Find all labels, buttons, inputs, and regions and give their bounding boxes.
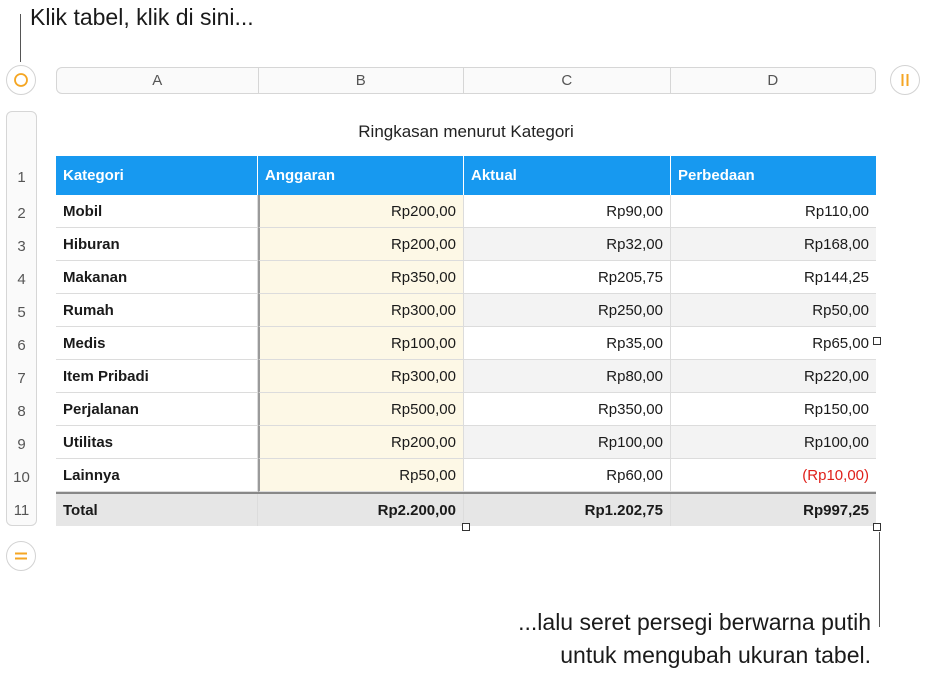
equal-bars-icon bbox=[13, 549, 29, 563]
column-header-bar bbox=[56, 67, 876, 94]
table-cell[interactable]: Mobil bbox=[56, 195, 258, 228]
callout-pointer-line bbox=[879, 532, 880, 627]
pause-bars-icon bbox=[898, 72, 912, 88]
row-header-3[interactable]: 3 bbox=[17, 238, 26, 255]
table-cell[interactable]: Rp220,00 bbox=[671, 360, 876, 393]
header-cell-perbedaan[interactable]: Perbedaan bbox=[671, 156, 876, 195]
table-cell[interactable]: Makanan bbox=[56, 261, 258, 294]
table-cell[interactable]: Rp168,00 bbox=[671, 228, 876, 261]
table-row bbox=[56, 360, 876, 393]
table-cell[interactable]: Medis bbox=[56, 327, 258, 360]
table-footer-row bbox=[56, 492, 876, 526]
table-cell[interactable]: Rp144,25 bbox=[671, 261, 876, 294]
table-cell[interactable]: Rp60,00 bbox=[464, 459, 671, 492]
table-cell[interactable]: Rp90,00 bbox=[464, 195, 671, 228]
callout-pointer-line bbox=[20, 14, 21, 62]
table-row bbox=[56, 261, 876, 294]
table-cell[interactable]: Rp65,00 bbox=[671, 327, 876, 360]
table-cell[interactable]: Rp300,00 bbox=[258, 294, 464, 327]
row-header-1[interactable]: 1 bbox=[17, 169, 26, 186]
table-cell[interactable]: Rp350,00 bbox=[258, 261, 464, 294]
table-cell[interactable]: Rp100,00 bbox=[258, 327, 464, 360]
table-row bbox=[56, 393, 876, 426]
callout-bottom-line1: ...lalu seret persegi berwarna putih bbox=[518, 609, 871, 635]
table-cell[interactable]: Perjalanan bbox=[56, 393, 258, 426]
footer-cell-anggaran[interactable]: Rp2.200,00 bbox=[258, 494, 464, 526]
header-cell-kategori[interactable]: Kategori bbox=[56, 156, 258, 195]
column-header-a[interactable]: A bbox=[57, 68, 259, 93]
row-header-11[interactable]: 11 bbox=[13, 502, 30, 519]
table-header-row bbox=[56, 156, 876, 195]
column-resize-button[interactable] bbox=[890, 65, 920, 95]
row-header-9[interactable]: 9 bbox=[17, 436, 26, 453]
table-cell[interactable]: Rp350,00 bbox=[464, 393, 671, 426]
table-cell[interactable]: Rp200,00 bbox=[258, 426, 464, 459]
table-cell[interactable]: Rp200,00 bbox=[258, 195, 464, 228]
table-row bbox=[56, 195, 876, 228]
table-cell[interactable]: Rp250,00 bbox=[464, 294, 671, 327]
table-row bbox=[56, 327, 876, 360]
row-header-7[interactable]: 7 bbox=[17, 370, 26, 387]
table-row bbox=[56, 426, 876, 459]
callout-top-text: Klik tabel, klik di sini... bbox=[30, 4, 254, 30]
row-header-6[interactable]: 6 bbox=[17, 337, 26, 354]
footer-cell-label[interactable]: Total bbox=[56, 494, 258, 526]
callout-bottom-text bbox=[518, 606, 871, 672]
row-header-10[interactable]: 10 bbox=[13, 469, 30, 486]
table-cell[interactable]: Rp110,00 bbox=[671, 195, 876, 228]
header-cell-aktual[interactable]: Aktual bbox=[464, 156, 671, 195]
resize-handle-right[interactable] bbox=[873, 337, 881, 345]
table-row bbox=[56, 459, 876, 492]
row-header-8[interactable]: 8 bbox=[17, 403, 26, 420]
row-header-5[interactable]: 5 bbox=[17, 304, 26, 321]
table-cell[interactable]: Lainnya bbox=[56, 459, 258, 492]
table-row bbox=[56, 228, 876, 261]
column-header-c[interactable]: C bbox=[464, 68, 671, 93]
table-cell-negative[interactable]: (Rp10,00) bbox=[671, 459, 876, 492]
table-cell[interactable]: Rp50,00 bbox=[671, 294, 876, 327]
table-cell[interactable]: Utilitas bbox=[56, 426, 258, 459]
header-cell-anggaran[interactable]: Anggaran bbox=[258, 156, 464, 195]
footer-cell-perbedaan[interactable]: Rp997,25 bbox=[671, 494, 876, 526]
table-cell[interactable]: Item Pribadi bbox=[56, 360, 258, 393]
resize-handle-corner[interactable] bbox=[873, 523, 881, 531]
resize-handle-bottom[interactable] bbox=[462, 523, 470, 531]
row-header-bar bbox=[6, 111, 37, 526]
row-header-4[interactable]: 4 bbox=[17, 271, 26, 288]
table-cell[interactable]: Rumah bbox=[56, 294, 258, 327]
summary-table[interactable] bbox=[56, 156, 876, 526]
circle-select-icon bbox=[13, 72, 29, 88]
footer-cell-aktual[interactable]: Rp1.202,75 bbox=[464, 494, 671, 526]
table-cell[interactable]: Rp300,00 bbox=[258, 360, 464, 393]
table-cell[interactable]: Rp32,00 bbox=[464, 228, 671, 261]
column-header-d[interactable]: D bbox=[767, 72, 779, 89]
table-cell[interactable]: Rp100,00 bbox=[671, 426, 876, 459]
table-cell[interactable]: Rp205,75 bbox=[464, 261, 671, 294]
table-select-button[interactable] bbox=[6, 65, 36, 95]
table-cell[interactable]: Hiburan bbox=[56, 228, 258, 261]
row-header-2[interactable]: 2 bbox=[17, 205, 26, 222]
table-cell[interactable]: Rp80,00 bbox=[464, 360, 671, 393]
table-title[interactable]: Ringkasan menurut Kategori bbox=[358, 122, 574, 141]
table-cell[interactable]: Rp100,00 bbox=[464, 426, 671, 459]
table-cell[interactable]: Rp200,00 bbox=[258, 228, 464, 261]
callout-bottom-line2: untuk mengubah ukuran tabel. bbox=[560, 642, 871, 668]
table-row bbox=[56, 294, 876, 327]
table-cell[interactable]: Rp50,00 bbox=[258, 459, 464, 492]
table-cell[interactable]: Rp150,00 bbox=[671, 393, 876, 426]
table-cell[interactable]: Rp35,00 bbox=[464, 327, 671, 360]
column-header-b[interactable]: B bbox=[259, 68, 465, 93]
table-cell[interactable]: Rp500,00 bbox=[258, 393, 464, 426]
row-resize-button[interactable] bbox=[6, 541, 36, 571]
